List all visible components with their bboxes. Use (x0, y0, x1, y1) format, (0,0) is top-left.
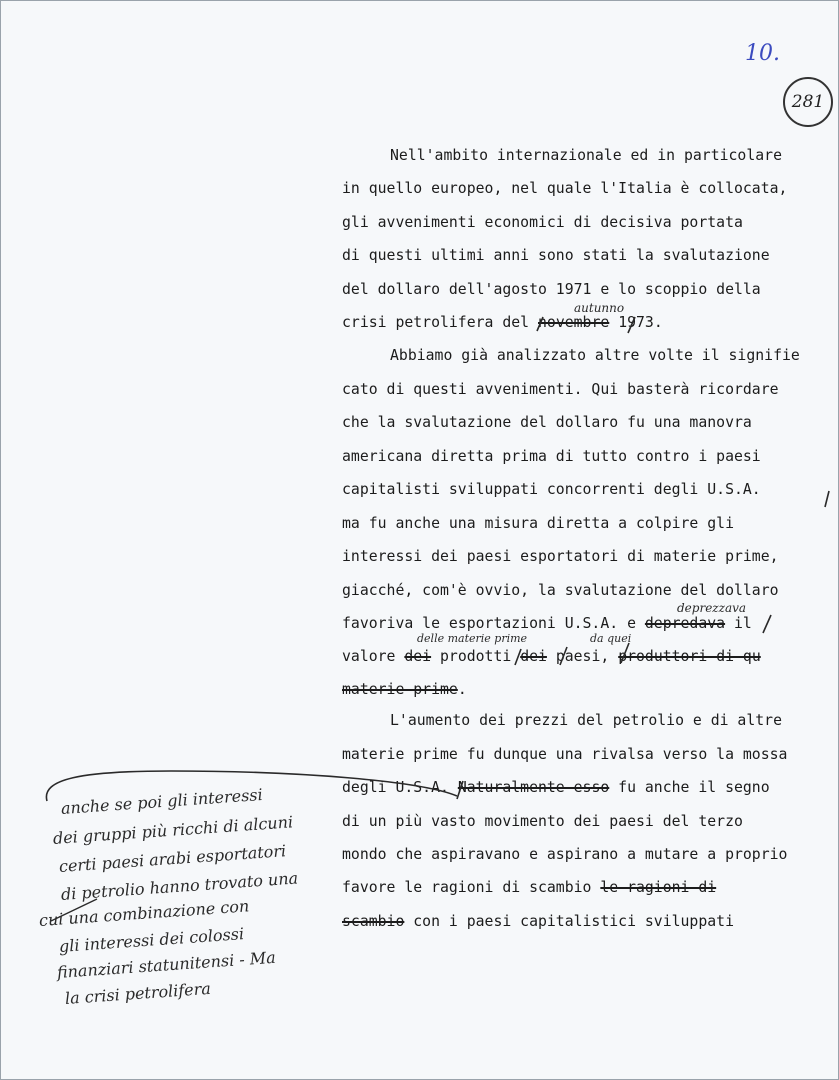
handwritten-autunno: autunno (574, 301, 625, 315)
connector-curve (46, 771, 457, 801)
margin-note-line-7: finanziari statunitensi - Ma (56, 947, 277, 982)
typed-line-2: in quello europeo, nel quale l'Italia è collocata, (342, 180, 788, 197)
struck-materie-prime: materie prime (342, 681, 458, 698)
typed-line-16: valore dei prodotti dei paesi, produttori di qu (342, 648, 761, 665)
typed-line-14: giacché, com'è ovvio, la svalutazione del dollaro (342, 582, 779, 599)
typed-line-21: di un più vasto movimento dei paesi del terzo (342, 813, 743, 830)
margin-note-line-8: la crisi petrolifera (64, 978, 212, 1008)
typed-line-24: scambio con i paesi capitalistici sviluppati (342, 913, 734, 930)
typed-line-5: del dollaro dell'agosto 1971 e lo scoppio della (342, 281, 761, 298)
comma-usa (825, 491, 829, 507)
margin-note-line-1: anche se poi gli interessi (60, 784, 264, 818)
typed-line-4: di questi ultimi anni sono stati la svalutazione (342, 247, 770, 264)
circled-number-text: 281 (791, 92, 825, 112)
struck-depredava: depredava (644, 615, 726, 632)
slash-prodotti (515, 649, 521, 665)
typed-line-10: americana diretta prima di tutto contro i paesi (342, 448, 761, 465)
typed-line-17: materie prime. (342, 681, 467, 698)
struck-ragioni: le ragioni di (600, 879, 717, 896)
typed-line-23: favore le ragioni di scambio le ragioni di (342, 879, 717, 896)
typed-line-19: materie prime fu dunque una rivalsa verso la mossa (342, 746, 788, 763)
struck-naturalmente: Naturalmente esso (457, 779, 610, 796)
caret-naturalmente (457, 781, 463, 799)
typed-line-9: che la svalutazione del dollaro fu una manovra (342, 414, 752, 431)
typed-line-22: mondo che aspiravano e aspirano a mutare a proprio (342, 846, 788, 863)
typed-line-12: ma fu anche una misura diretta a colpire gli (342, 515, 734, 532)
margin-note-line-3: certi paesi arabi esportatori (58, 841, 287, 876)
typed-line-8: cato di questi avvenimenti. Qui basterà ricordare (342, 381, 779, 398)
typed-line-3: gli avvenimenti economici di decisiva portata (342, 214, 743, 231)
typed-line-1: Nell'ambito internazionale ed in particolare (390, 147, 782, 164)
margin-slash (51, 899, 97, 921)
typed-line-6: crisi petrolifera del novembre 1973. (342, 314, 663, 331)
margin-note-line-5: cui una combinazione con (38, 896, 250, 930)
margin-note-line-6: gli interessi dei colossi (58, 924, 245, 956)
struck-scambio: scambio (342, 913, 405, 930)
margin-note-line-4: di petrolio hanno trovato una (60, 868, 299, 904)
struck-produttori: produttori di qu (618, 648, 761, 665)
typed-line-11: capitalisti sviluppati concorrenti degli U.S.A. (342, 481, 761, 498)
page-number: 10. (745, 41, 780, 66)
slash-autunno (628, 317, 635, 333)
handwritten-deprezzava: deprezzava (677, 601, 747, 615)
handwritten-da-quei: da quei (590, 632, 632, 645)
typed-line-7: Abbiamo già analizzato altre volte il signifie (390, 347, 800, 364)
margin-note-line-2: dei gruppi più ricchi di alcuni (52, 812, 294, 848)
caret-autunno (537, 317, 543, 331)
typed-line-18: L'aumento dei prezzi del petrolio e di altre (390, 712, 782, 729)
struck-novembre: novembre (538, 314, 610, 331)
typed-line-15: favoriva le esportazioni U.S.A. e depredava il (342, 615, 752, 632)
slash-paesi (560, 647, 567, 665)
slash-da-quei (621, 643, 629, 663)
handwritten-delle-materie-prime: delle materie prime (417, 632, 528, 645)
typed-line-13: interessi dei paesi esportatori di materie prime, (342, 548, 779, 565)
slash-deprezzava (763, 615, 771, 633)
typed-line-20: degli U.S.A. Naturalmente esso fu anche il segno (342, 779, 770, 796)
ink-marks (1, 1, 839, 1080)
